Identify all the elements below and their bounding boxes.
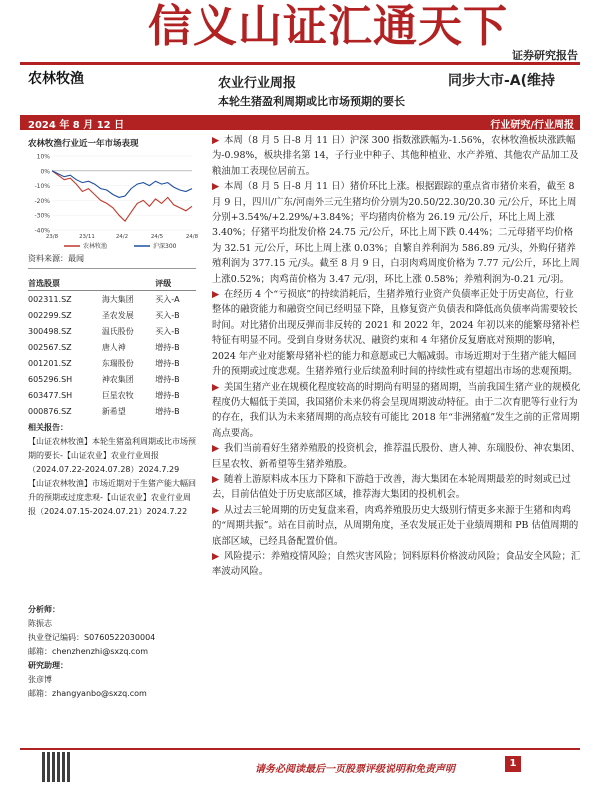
stock-name: 神农集团	[101, 374, 134, 384]
disclaimer: 请务必阅读最后一页股票评级说明和免责声明	[255, 764, 455, 775]
table-row	[28, 387, 196, 403]
industry-rating: 同步大市-A(维持	[448, 73, 556, 89]
stock-name: 唐人神	[101, 342, 126, 352]
y-tick-label: -40%	[34, 227, 50, 235]
report-subtitle: 本轮生猪盈利周期或比市场预期的要长	[218, 95, 405, 108]
stock-rating: 增持-B	[155, 358, 180, 368]
stock-code: 002567.SZ	[28, 342, 72, 352]
table-row	[28, 291, 196, 308]
body-paragraph	[212, 472, 582, 503]
paragraph-text: 从过去三轮周期的历史复盘来看，肉鸡养殖股历史大级别行情更多来源于生猪和肉鸡的“周期共振”。站在目前时点，从周期角度，圣农发展正处于业绩周期和 PB 估值周期的底部区域，已经具备配置价值。	[212, 504, 579, 547]
related-reports	[28, 421, 196, 519]
bullet-icon: ▶	[212, 289, 220, 301]
series-line-1	[52, 171, 192, 198]
y-tick-label: 0%	[40, 168, 50, 176]
chart-title: 农林牧渔行业近一年市场表现	[28, 139, 139, 149]
divider	[28, 268, 196, 269]
stock-code: 300498.SZ	[28, 326, 72, 336]
body-paragraph	[212, 179, 582, 287]
analyst-name: 陈振志	[28, 619, 52, 628]
bullet-icon: ▶	[212, 181, 220, 193]
header-name	[102, 277, 155, 291]
x-tick-label: 24/2	[115, 234, 129, 240]
bullet-icon: ▶	[212, 135, 220, 146]
table-row	[28, 339, 196, 355]
header-stock: 首选股票	[28, 277, 102, 291]
chart-source: 资料来源：最闻	[28, 254, 84, 263]
paragraph-text: 美国生猪产业在规模化程度较高的时期尚有明显的猪周期，当前我国生猪产业的规模化程度仍大幅低于美国，我国猪价未来仍将会呈现周期波动特征。由于二次育肥等行业行为的存在，我们认为未来猪周期的高点较有可能比 2018 年“非洲猪瘟”发生之前的正常周期高点要高。	[212, 381, 581, 439]
page-number: 1	[505, 756, 521, 772]
performance-chart	[28, 150, 199, 250]
report-date: 2024 年 8 月 12 日	[28, 120, 125, 131]
stock-rating: 增持-B	[155, 342, 180, 352]
stock-name: 巨星农牧	[101, 390, 134, 400]
bullet-icon: ▶	[212, 473, 220, 485]
report-category: 行业研究/行业周报	[490, 120, 574, 131]
stock-code: 605296.SH	[28, 374, 73, 384]
paragraph-text: 本周（8 月 5 日-8 月 11 日）沪深 300 指数涨跌幅为-1.56%，农林牧渔板块涨跌幅为-0.98%，板块排名第 14，子行业中种子、其他种植业、水产养殖、其他农产品加工及粮油加工表现位居前五。	[212, 135, 579, 177]
x-tick-label: 23/8	[45, 234, 59, 240]
header-rating: 评级	[155, 277, 196, 291]
analyst-license: 执业登记编码：S0760522030004	[28, 633, 156, 642]
footer-divider	[20, 748, 580, 750]
body-paragraph	[212, 287, 582, 379]
paragraph-text: 我们当前看好生猪养殖股的投资机会，推荐温氏股份、唐人神、东瑞股份、神农集团、巨星农牧、新希望等生猪养殖股。	[212, 443, 581, 470]
related-report-link[interactable]: 【山证农林牧渔】市场近期对于生猪产能大幅回升的预期或过度悲观-【山证农业】农业行业周报（2024.07.15-2024.07.21）2024.7.22	[28, 479, 196, 516]
assistant-heading: 研究助理：	[28, 661, 68, 670]
y-tick-label: 10%	[36, 153, 50, 161]
x-tick-label: 23/11	[79, 234, 95, 240]
date-bar	[20, 115, 580, 130]
stock-name: 东瑞股份	[101, 358, 134, 368]
stock-rating: 买入-A	[155, 294, 180, 304]
assistant-email[interactable]: 邮箱：zhangyanbo@sxzq.com	[28, 689, 147, 698]
body-paragraph	[212, 133, 582, 179]
assistant-name: 张彦博	[28, 675, 52, 684]
table-row	[28, 403, 196, 419]
series-line-0	[52, 171, 192, 221]
stock-code: 000876.SZ	[28, 406, 72, 416]
stock-name: 圣农发展	[101, 310, 134, 320]
y-tick-label: -20%	[34, 197, 50, 205]
stock-code: 002311.SZ	[28, 294, 72, 304]
body-paragraph	[212, 441, 582, 472]
paragraph-text: 风险提示：养殖疫情风险；自然灾害风险；饲料原料价格波动风险；食品安全风险；汇率波动风险。	[212, 550, 581, 578]
paragraph-text: 在经历 4 个“亏损底”的持续消耗后，生猪养殖行业资产负债率正处于历史高位，行业整体的融资能力和融资空间已经明显下降，且修复资产负债表和降低高负债率尚需要较长时间。对比猪价出现反弹而非反转的 2021 和 2022 年，2024 年初以来的能繁母猪补栏特征有明显不同。受到自身财务状况、融资约束和 4 年猪价反复磨底对预期的影响，2024 年产业对能繁母猪补栏的能力和意愿或已大幅减弱。市场近期对于生猪产能大幅回升的预期或过度悲观。生猪养殖行业后续盈利时间的持续性或有望超出市场的悲观预期。	[212, 289, 580, 378]
stock-rating: 买入-B	[155, 326, 180, 336]
related-report-link[interactable]: 【山证农林牧渔】本轮生猪盈利周期或比市场预期的要长-【山证农业】农业行业周报（2024.07.22-2024.07.28）2024.7.29	[28, 437, 196, 474]
stock-rating: 买入-B	[155, 310, 180, 320]
analyst-email[interactable]: 邮箱：chenzhenzhi@sxzq.com	[28, 647, 149, 656]
bullet-icon: ▶	[212, 381, 220, 393]
x-tick-label: 24/5	[150, 234, 164, 240]
stock-code: 603477.SH	[28, 390, 73, 400]
table-row	[28, 323, 196, 339]
stock-name: 温氏股份	[101, 326, 134, 336]
bullet-icon: ▶	[212, 443, 220, 455]
table-row	[28, 355, 196, 371]
legend-label: 农林牧渔	[83, 243, 108, 250]
brand-slogan: 信义山证汇通天下	[148, 1, 508, 52]
y-tick-label: -30%	[34, 212, 50, 220]
preferred-stocks-table	[28, 277, 196, 419]
stock-name: 海大集团	[101, 294, 134, 304]
y-tick-label: -10%	[34, 183, 50, 191]
related-heading: 相关报告：	[28, 423, 68, 432]
report-title: 农业行业周报	[218, 76, 297, 91]
bullet-icon: ▶	[212, 504, 220, 516]
stock-code: 001201.SZ	[28, 358, 72, 368]
sector-name: 农林牧渔	[28, 71, 84, 87]
bullet-icon: ▶	[212, 550, 220, 562]
analyst-heading: 分析师：	[28, 605, 60, 614]
paragraph-text: 本周（8 月 5 日-8 月 11 日）猪价环比上涨。根据跟踪的重点省市猪价来看，截至 8 月 9 日，四川/广东/河南外三元生猪均价分别为20.50/22.30/20.30 元/公斤，环比上周分别+3.54%/+2.29%/+3.84%；平均猪肉价格为 26.19 元/公斤，环比上周上涨 3.40%；仔猪平均批发价格 24.75 元/公斤，环比上周下跌 0.44%；二元母猪平均价格为 32.51 元/公斤，环比上周上涨 0.03%；自繁自养利润为 586.89 元/头，外购仔猪养殖利润为 377.15 元/头。截至 8 月 9 日，白羽肉鸡周度价格为 7.77 元/公斤，环比上周上涨0.52%；肉鸡苗价格为 3.47 元/羽，环比上涨 0.58%；养殖利润为-0.21 元/羽。	[212, 181, 580, 285]
body-paragraph	[212, 503, 582, 549]
paragraph-text: 随着上游原料成本压力下降和下游趋于改善，海大集团在本轮周期最差的时刻或已过去，目前估值处于历史底部区域，推荐海大集团的投机机会。	[212, 473, 571, 501]
report-type: 证券研究报告	[512, 49, 578, 62]
stock-rating: 增持-B	[155, 406, 180, 416]
table-header-row	[28, 277, 196, 291]
qr-code-icon	[42, 752, 72, 782]
body-paragraph	[212, 380, 582, 442]
body-paragraph	[212, 549, 582, 580]
x-tick-label: 24/8	[185, 234, 199, 240]
top-divider	[20, 62, 580, 65]
main-body	[212, 133, 582, 580]
table-row	[28, 307, 196, 323]
table-row	[28, 371, 196, 387]
stock-rating: 增持-B	[155, 374, 180, 384]
legend-label: 沪深300	[153, 243, 177, 250]
analyst-block	[28, 603, 196, 701]
stock-code: 002299.SZ	[28, 310, 72, 320]
stock-name: 新希望	[101, 406, 126, 416]
stock-rating: 增持-B	[155, 390, 180, 400]
